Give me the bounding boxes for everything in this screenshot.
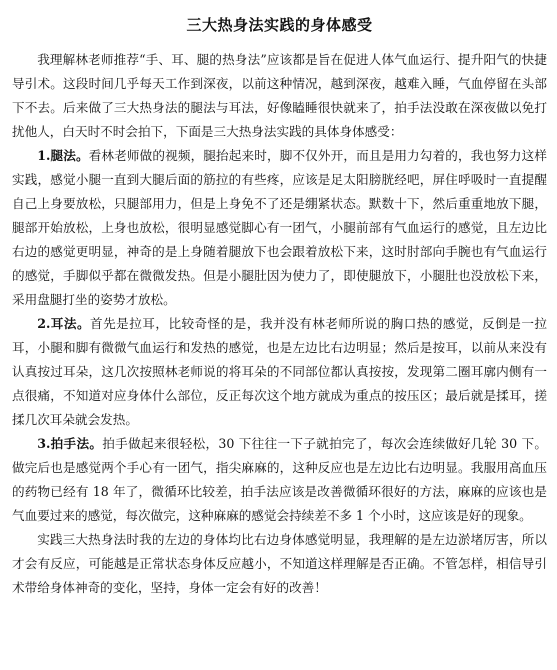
intro-paragraph: 我理解林老师推荐“手、耳、腿的热身法”应该都是旨在促进人体气血运行、提升阳气的快捷导引术。这段时间几乎每天工作到深夜，以前这种情况，越到深夜，越难入睡，气血停留在头部下不去。后来做了三大热身法的腿法与耳法，好像瞌睡很快就来了，拍手法没敢在深夜做以免打扰他人，白天时不时会拍下，下面是三大热身法实践的具体身体感受： [12, 52, 547, 139]
section-heading-ear: 2.耳法。 [37, 316, 91, 331]
section-heading-leg: 1.腿法。 [37, 148, 89, 163]
document-title: 三大热身法实践的身体感受 [186, 16, 373, 34]
section-clap-method [12, 432, 547, 528]
section-leg-method [12, 144, 547, 312]
section-body-ear: 首先是拉耳，比较奇怪的是，我并没有林老师所说的胸口热的感觉，反倒是一拉耳，小腿和脚有微微气血运行和发热的感觉，也是左边比右边明显；然后是按耳，以前从来没有认真按过耳朵，这几次按照林老师说的将耳朵的不同部位都认真按按，发现第二圈耳廓内侧有一点很痛，不知道对应身体什么部位，反正每次这个地方就成为重点的按压区；最后就是揉耳，搓揉几次耳朵就会发热。 [12, 316, 548, 427]
section-body-clap: 拍手做起来很轻松，30 下往往一下子就拍完了，每次会连续做好几轮 30 下。做完后也是感觉两个手心有一团气，指尖麻麻的，这种反应也是左边比右边明显。我服用高血压的药物已经有 18 年了，微循环比较差，拍手法应该是改善微循环很好的方法，麻麻的应该也是气血要过来的感觉，每次做完，这种麻麻的感觉会持续差不多 1 个小时，这应该是好的现象。 [12, 436, 547, 523]
conclusion-paragraph: 实践三大热身法时我的左边的身体均比右边身体感觉明显，我理解的是左边淤堵厉害，所以才会有反应，可能越是正常状态身体反应越小，不知道这样理解是否正确。不管怎样，相信导引术带给身体神奇的变化，坚持，身体一定会有好的改善！ [12, 532, 547, 595]
section-body-leg: 看林老师做的视频，腿抬起来时，脚不仅外开，而且是用力勾着的，我也努力这样实践，感觉小腿一直到大腿后面的筋拉的有些疼，应该是足太阳膀胱经吧，屏住呼吸时一直提醒自己上身要放松，只腿部用力，但是上身免不了还是绷紧状态。默数十下，然后重重地放下腿，腿部开始放松，上身也放松，很明显感觉脚心有一团气，小腿前部有气血运行的感觉，且左边比右边的感觉更明显，神奇的是上身随着腿放下也会跟着放松下来，这时肘部向手腕也有气血运行的感觉，手脚似乎都在微微发热。但是小腿肚因为使力了，即使腿放下，小腿肚也没放松下来，采用盘腿打坐的姿势才放松。 [12, 148, 547, 307]
section-ear-method [12, 312, 547, 432]
section-heading-clap: 3.拍手法。 [37, 436, 103, 451]
